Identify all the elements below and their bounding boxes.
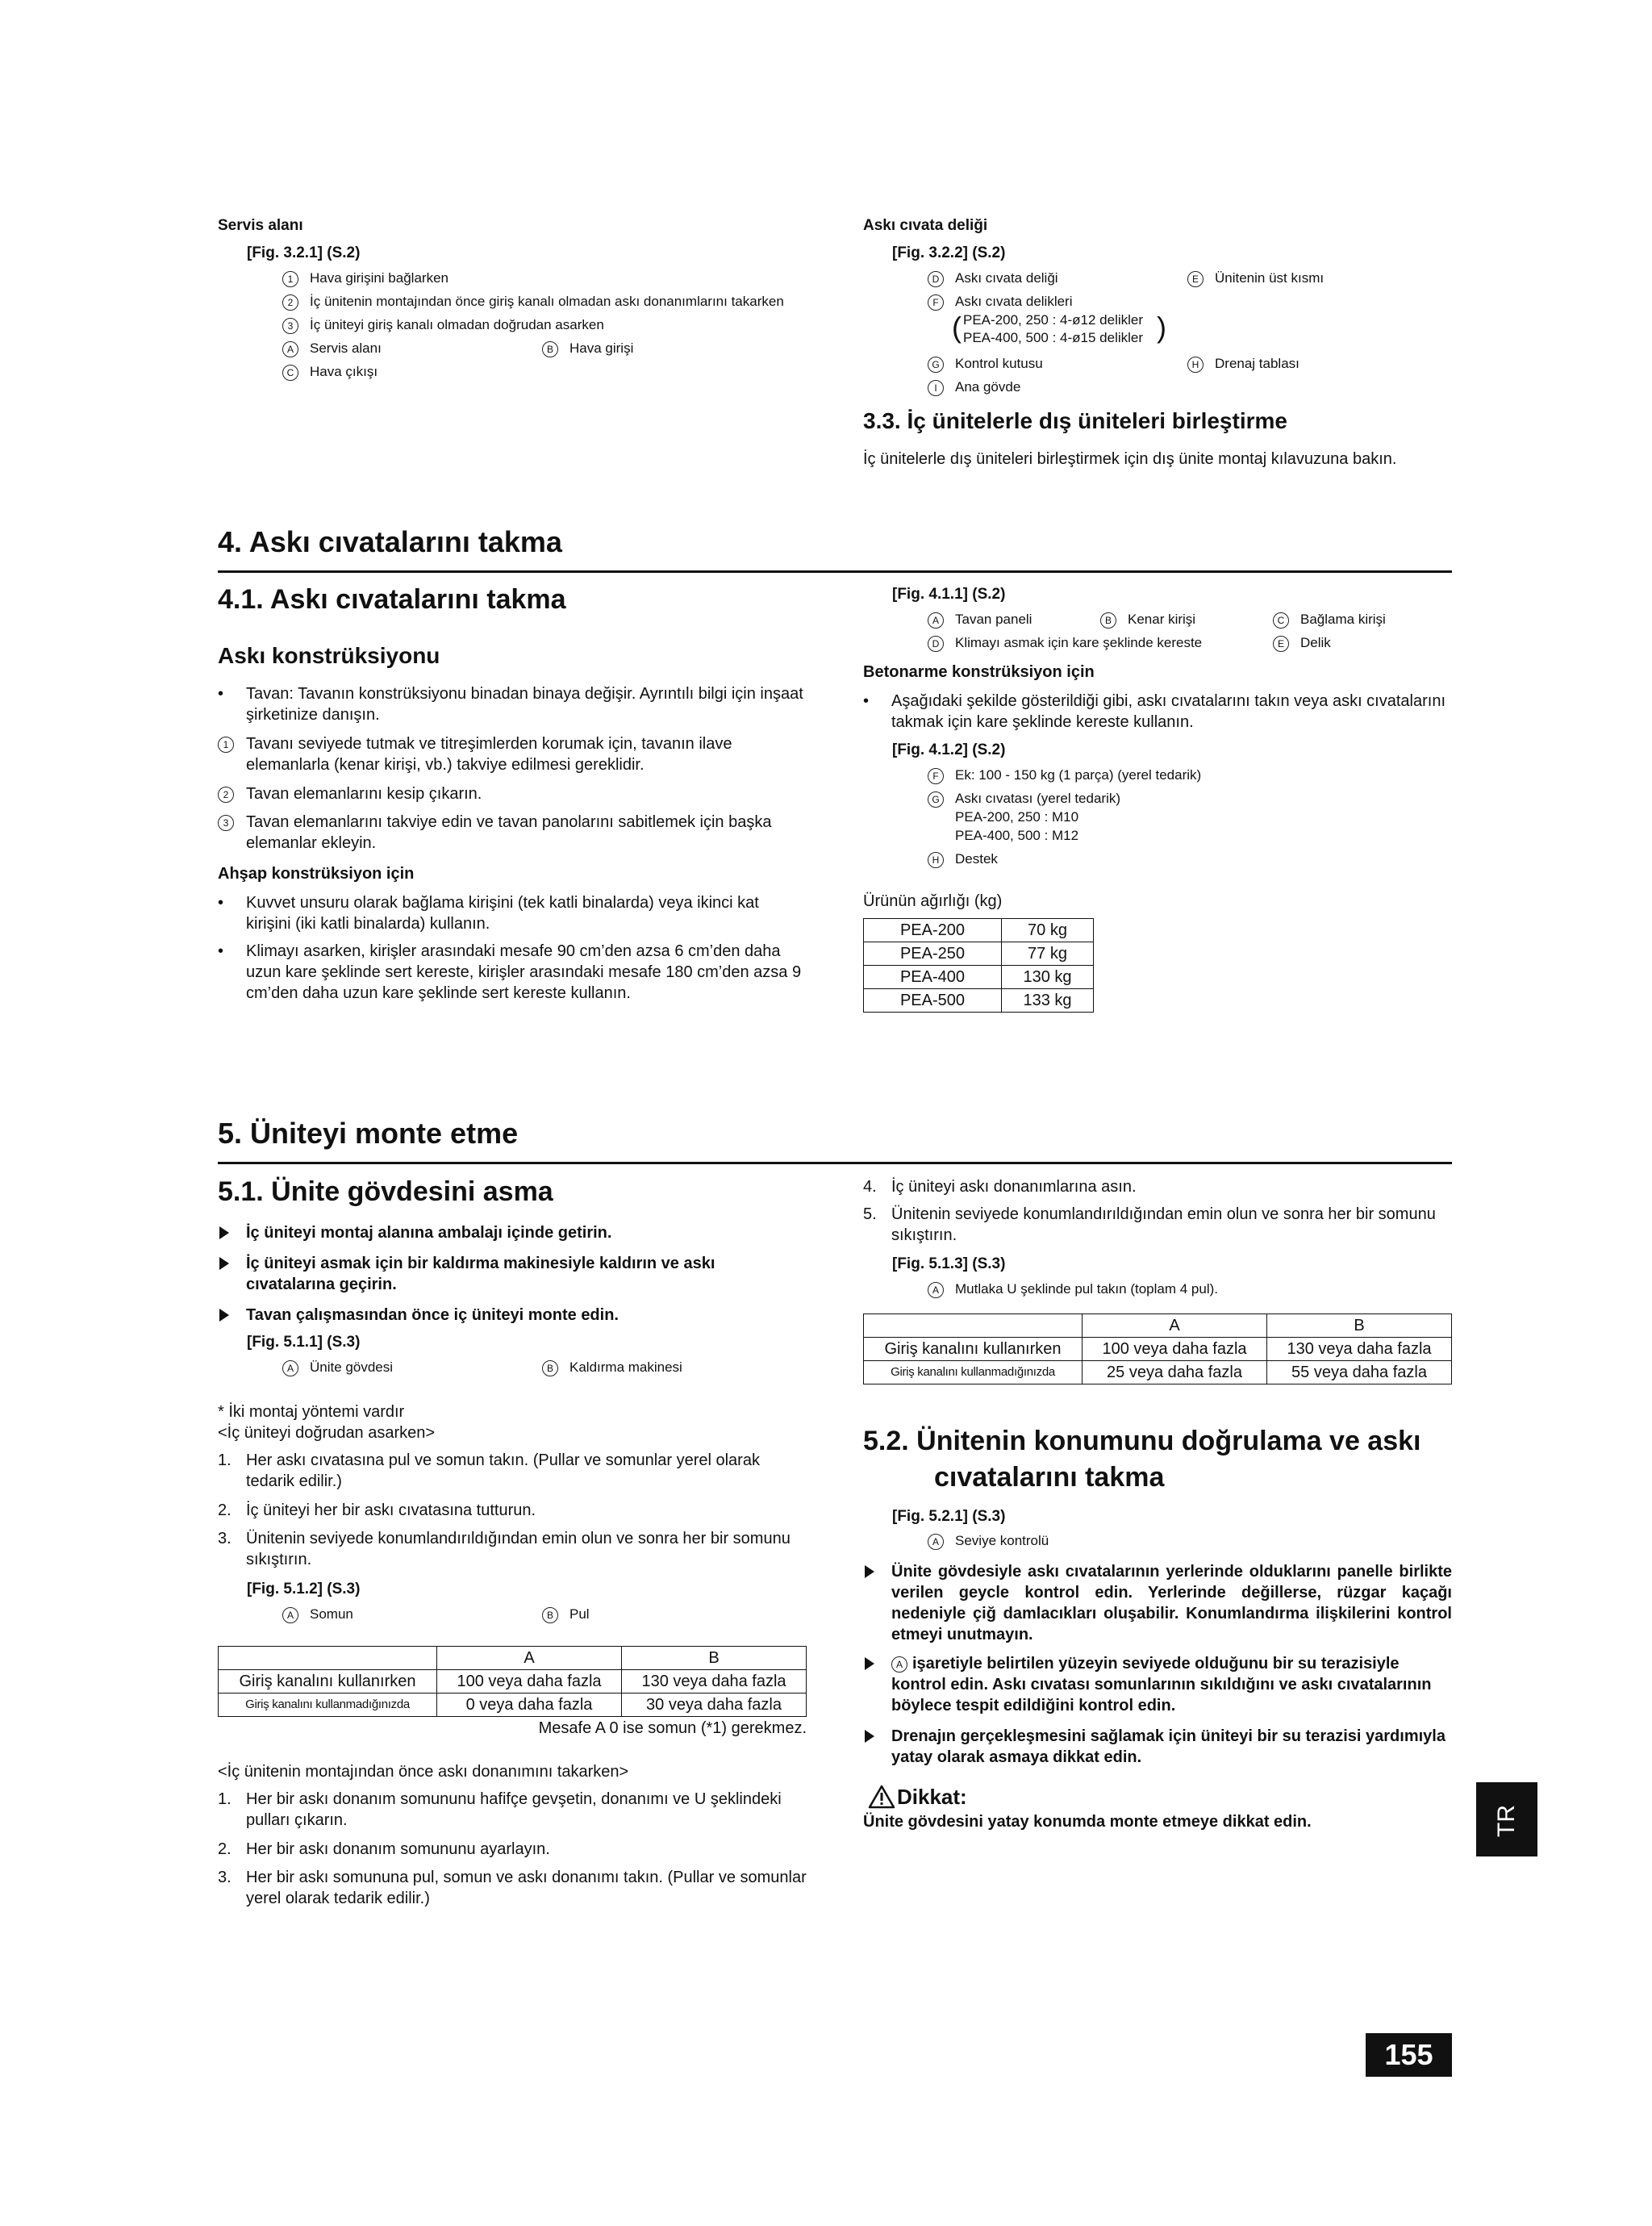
legend-item: C Hava çıkışı [282,363,378,381]
warning-icon [868,1785,895,1809]
legend-item: D Askı cıvata deliği [928,269,1058,287]
legend-item: E Ünitenin üst kısmı [1187,269,1324,287]
table-row: Giriş kanalını kullanmadığınızda 0 veya daha fazla 30 veya daha fazla [219,1694,807,1717]
distance-table-right [863,1313,1452,1384]
section-5-title: 5. Üniteyi monte etme [218,1117,519,1150]
legend-item: B Kenar kirişi [1100,611,1195,629]
table-row: PEA-200 70 kg [864,919,1094,942]
note: <İç üniteyi doğrudan asarken> [218,1424,436,1442]
legend-item: 1 Hava girişini bağlarken [282,269,448,287]
legend-item: A Somun [282,1606,353,1623]
page-number: 155 [1366,2033,1452,2077]
fig-521-label: [Fig. 5.2.1] (S.3) [892,1508,1006,1525]
caution-text: Ünite gövdesini yatay konumda monte etmeye dikkat edin. [863,1813,1312,1831]
legend-item: H Drenaj tablası [1187,355,1299,373]
section-4-title: 4. Askı cıvatalarını takma [218,525,562,558]
legend-item: A Tavan paneli [928,611,1032,629]
language-tab: TR [1476,1782,1537,1856]
fig-512-label: [Fig. 5.1.2] (S.3) [247,1581,361,1597]
table-row: PEA-500 133 kg [864,989,1094,1013]
section-5-2-title-line2: cıvatalarını takma [934,1462,1165,1493]
legend-item: F Askı cıvata delikleri [928,293,1073,311]
servis-alani-heading: Servis alanı [218,217,303,234]
legend-item: A Ünite gövdesi [282,1359,393,1376]
caution-heading: Dikkat: [865,1783,1107,1810]
legend-item: G Kontrol kutusu [928,355,1043,373]
table-row: PEA-400 130 kg [864,966,1094,989]
legend-item: A Servis alanı [282,340,382,357]
legend-item: PEA-200, 250 : M10 [955,809,1079,825]
table-row: A B [219,1647,807,1670]
note: <İç ünitenin montajından önce askı donanımını takarken> [218,1763,629,1781]
legend-item: E Delik [1273,634,1331,652]
fig-511-label: [Fig. 5.1.1] (S.3) [247,1334,361,1351]
legend-item: B Kaldırma makinesi [542,1359,682,1376]
fig-412-label: [Fig. 4.1.2] (S.2) [892,741,1006,758]
legend-item: PEA-400, 500 : M12 [955,828,1079,843]
legend-item: A Seviye kontrolü [928,1532,1049,1550]
section-3-3-title: 3.3. İç ünitelerle dış üniteleri birleştirme [863,408,1287,433]
fig-321-label: [Fig. 3.2.1] (S.2) [247,244,361,261]
legend-item: G Askı cıvatası (yerel tedarik) [928,790,1120,808]
table-row: Giriş kanalını kullanırken 100 veya daha fazla 130 veya daha fazla [219,1670,807,1694]
legend-item: C Bağlama kirişi [1273,611,1386,629]
aski-konstruksiyonu-heading: Askı konstrüksiyonu [218,643,440,668]
note: * İki montaj yöntemi vardır [218,1403,405,1421]
table-caption: Mesafe A 0 ise somun (*1) gerekmez. [538,1719,807,1737]
section-4-1-title: 4.1. Askı cıvatalarını takma [218,584,566,615]
distance-table-left [218,1646,807,1717]
legend-item: 2 İç ünitenin montajından önce giriş kanalı olmadan askı donanımlarını takarken [282,293,784,311]
legend-item: H Destek [928,850,998,868]
table-row: Giriş kanalını kullanırken 100 veya daha fazla 130 veya daha fazla [864,1338,1452,1361]
section-5-rule [218,1162,1452,1164]
concrete-heading: Betonarme konstrüksiyon için [863,663,1095,681]
fig-411-label: [Fig. 4.1.1] (S.2) [892,586,1006,603]
section-5-2-title: 5.2. Ünitenin konumunu doğrulama ve askı [863,1426,1421,1456]
legend-item: D Klimayı asmak için kare şeklinde kereste [928,634,1202,652]
legend-item: I Ana gövde [928,378,1020,396]
legend-item: B Hava girişi [542,340,633,357]
table-row: PEA-250 77 kg [864,942,1094,966]
table-row: A B [864,1314,1452,1338]
legend-item: A Mutlaka U şeklinde pul takın (toplam 4 pul). [928,1280,1218,1298]
section-5-1-title: 5.1. Ünite gövdesini asma [218,1176,553,1207]
aski-civata-deligi-heading: Askı cıvata deliği [863,217,988,234]
section-4-rule [218,570,1452,573]
bolt-hole-spec-bracket: ( PEA-200, 250 : 4-ø12 delikler PEA-400, 500 : 4-ø15 delikler ) [952,311,1166,345]
table-row: Giriş kanalını kullanmadığınızda 25 veya daha fazla 55 veya daha fazla [864,1361,1452,1384]
weight-label: Ürünün ağırlığı (kg) [863,892,1003,910]
legend-item: B Pul [542,1606,590,1623]
weight-table [863,918,1094,1013]
wood-heading: Ahşap konstrüksiyon için [218,865,415,883]
fig-322-label: [Fig. 3.2.2] (S.2) [892,244,1006,261]
legend-item: 3 İç üniteyi giriş kanalı olmadan doğrudan asarken [282,316,604,334]
section-3-3-text: İç ünitelerle dış üniteleri birleştirmek için dış ünite montaj kılavuzuna bakın. [863,450,1397,468]
fig-513-label: [Fig. 5.1.3] (S.3) [892,1255,1006,1272]
legend-item: F Ek: 100 - 150 kg (1 parça) (yerel tedarik) [928,766,1201,784]
